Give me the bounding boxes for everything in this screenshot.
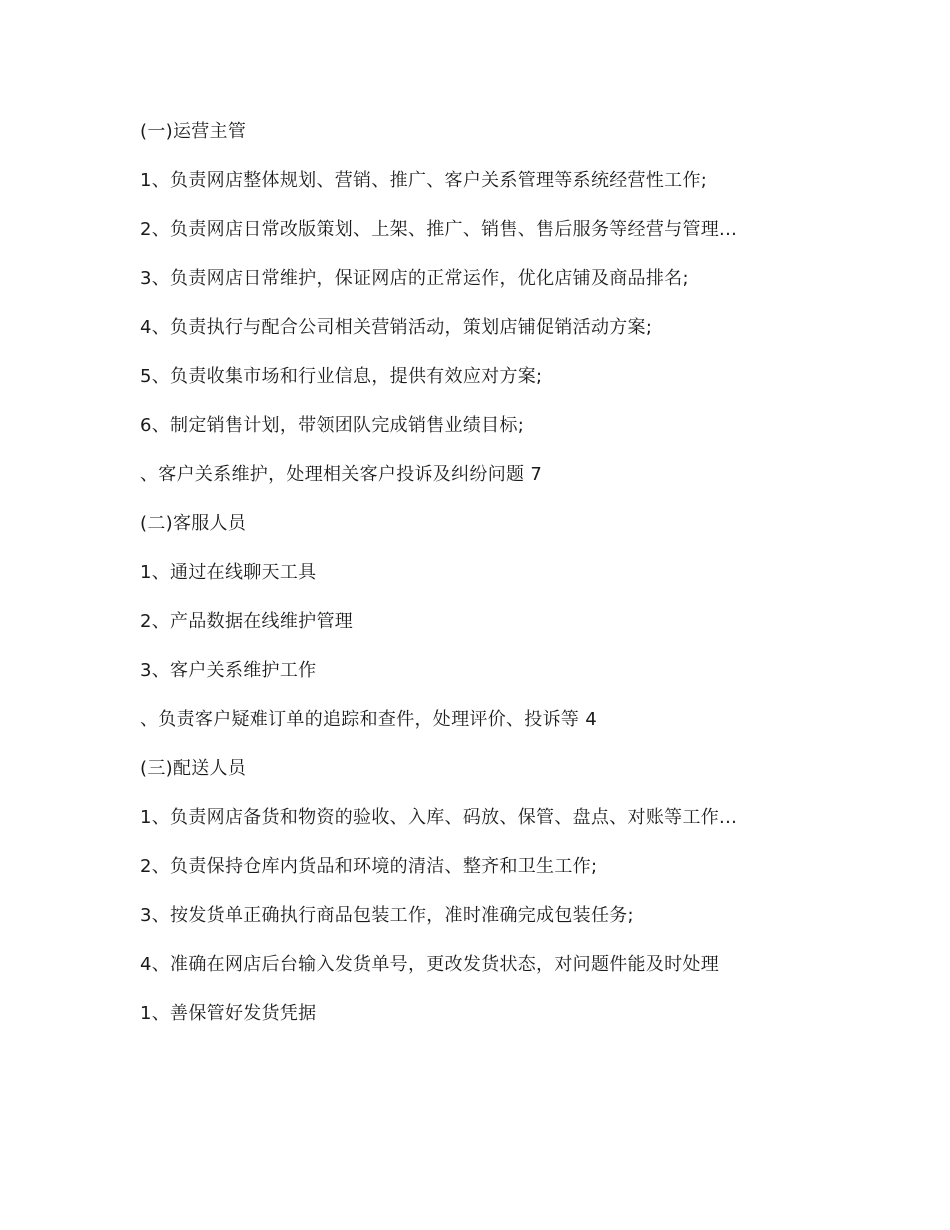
list-item: 3、客户关系维护工作 [140,660,317,681]
document-body [140,116,820,1047]
list-item: 、客户关系维护，处理相关客户投诉及纠纷问题 7 [140,464,543,485]
section-heading-delivery-staff: (三)配送人员 [140,758,247,779]
list-item: 1、负责网店整体规划、营销、推广、客户关系管理等系统经营性工作; [140,170,708,191]
section-heading-operations-manager: (一)运营主管 [140,121,247,142]
list-item: 1、善保管好发货凭据 [140,1003,317,1024]
list-item: 6、制定销售计划，带领团队完成销售业绩目标; [140,415,525,436]
list-item: 5、负责收集市场和行业信息，提供有效应对方案; [140,366,543,387]
list-item: 2、产品数据在线维护管理 [140,611,354,632]
list-item: 1、负责网店备货和物资的验收、入库、码放、保管、盘点、对账等工作... [140,807,738,828]
list-item: 2、负责网店日常改版策划、上架、推广、销售、售后服务等经营与管理... [140,219,738,240]
list-item: 2、负责保持仓库内货品和环境的清洁、整齐和卫生工作; [140,856,598,877]
list-item: 3、按发货单正确执行商品包装工作，准时准确完成包装任务; [140,905,634,926]
list-item: 4、准确在网店后台输入发货单号，更改发货状态，对问题件能及时处理 [140,954,720,975]
list-item: 、负责客户疑难订单的追踪和查件，处理评价、投诉等 4 [140,709,597,730]
list-item: 4、负责执行与配合公司相关营销活动，策划店铺促销活动方案; [140,317,653,338]
list-item: 1、通过在线聊天工具 [140,562,317,583]
section-heading-customer-service: (二)客服人员 [140,513,247,534]
list-item: 3、负责网店日常维护，保证网店的正常运作，优化店铺及商品排名; [140,268,689,289]
